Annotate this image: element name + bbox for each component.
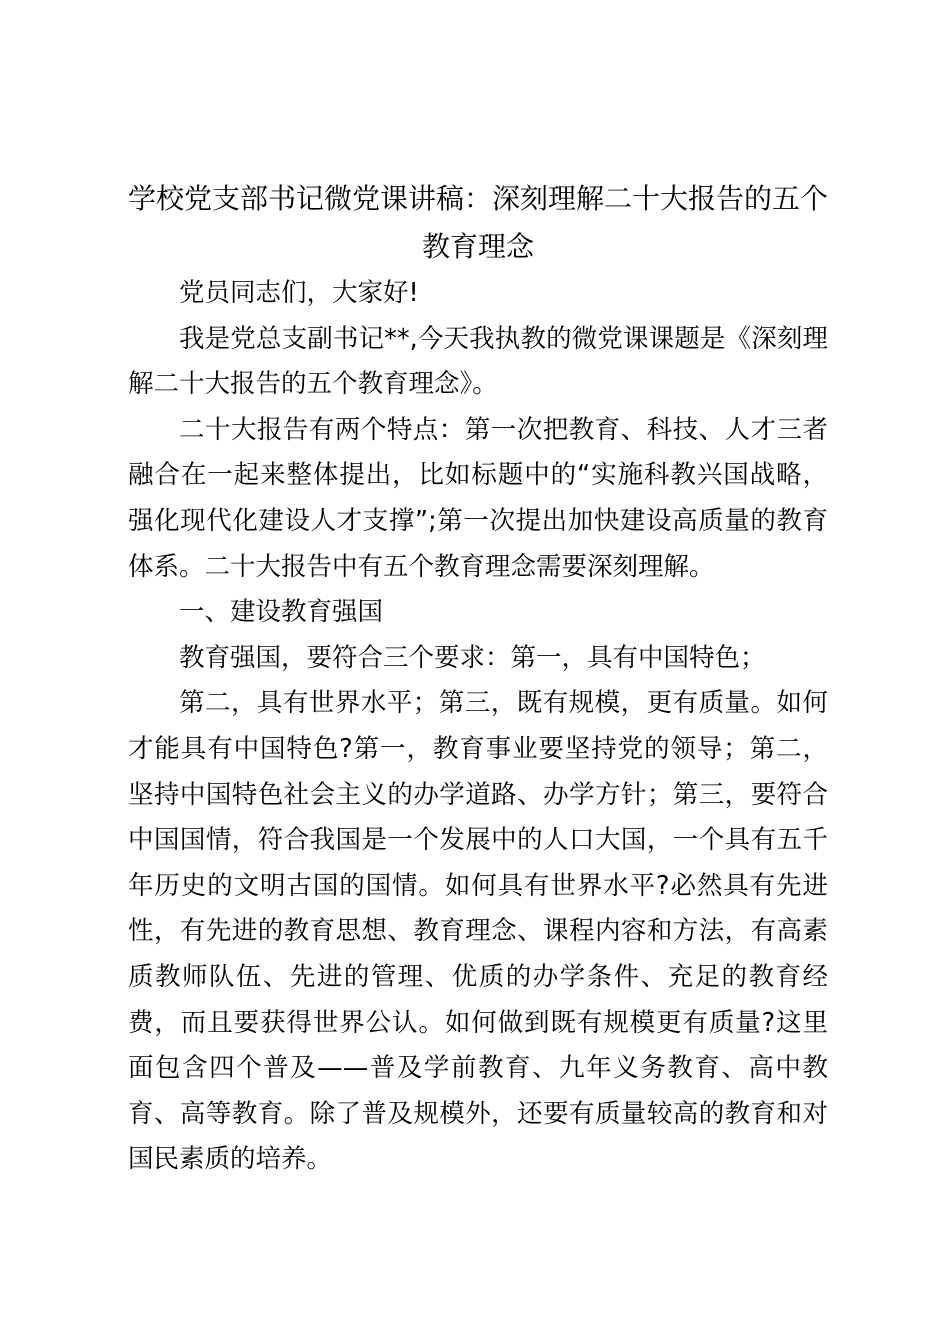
paragraph-report-features: 二十大报告有两个特点：第一次把教育、科技、人才三者融合在一起来整体提出，比如标题中的“实施科教兴国战略，强化现代化建设人才支撑”;第一次提出加快建设高质量的教育体系。二十大报告中有五个教育理念需要深刻理解。 (128, 414, 828, 582)
document-body (128, 175, 828, 1183)
paragraph-greeting: 党员同志们，大家好! (179, 278, 419, 308)
paragraph-introduction: 我是党总支副书记**,今天我执教的微党课课题是《深刻理解二十大报告的五个教育理念》。 (128, 323, 828, 400)
paragraph-three-requirements: 教育强国，要符合三个要求：第一，具有中国特色； (179, 642, 766, 673)
paragraph-requirements-detail: 第二，具有世界水平；第三，既有规模，更有质量。如何才能具有中国特色?第一，教育事业要坚持党的领导；第二，坚持中国特色社会主义的办学道路、办学方针；第三，要符合中国国情，符合我国是一个发展中的人口大国，一个具有五千年历史的文明古国的国情。如何具有世界水平?必然具有先进性，有先进的教育思想、教育理念、课程内容和方法，有高素质教师队伍、先进的管理、优质的办学条件、充足的教育经费，而且要获得世界公认。如何做到既有规模更有质量?这里面包含四个普及——普及学前教育、九年义务教育、高中教育、高等教育。除了普及规模外，还要有质量较高的教育和对国民素质的培养。 (128, 688, 828, 1175)
section-heading-1: 一、建设教育强国 (179, 597, 384, 628)
document-title: 学校党支部书记微党课讲稿：深刻理解二十大报告的五个教育理念 (128, 182, 829, 263)
